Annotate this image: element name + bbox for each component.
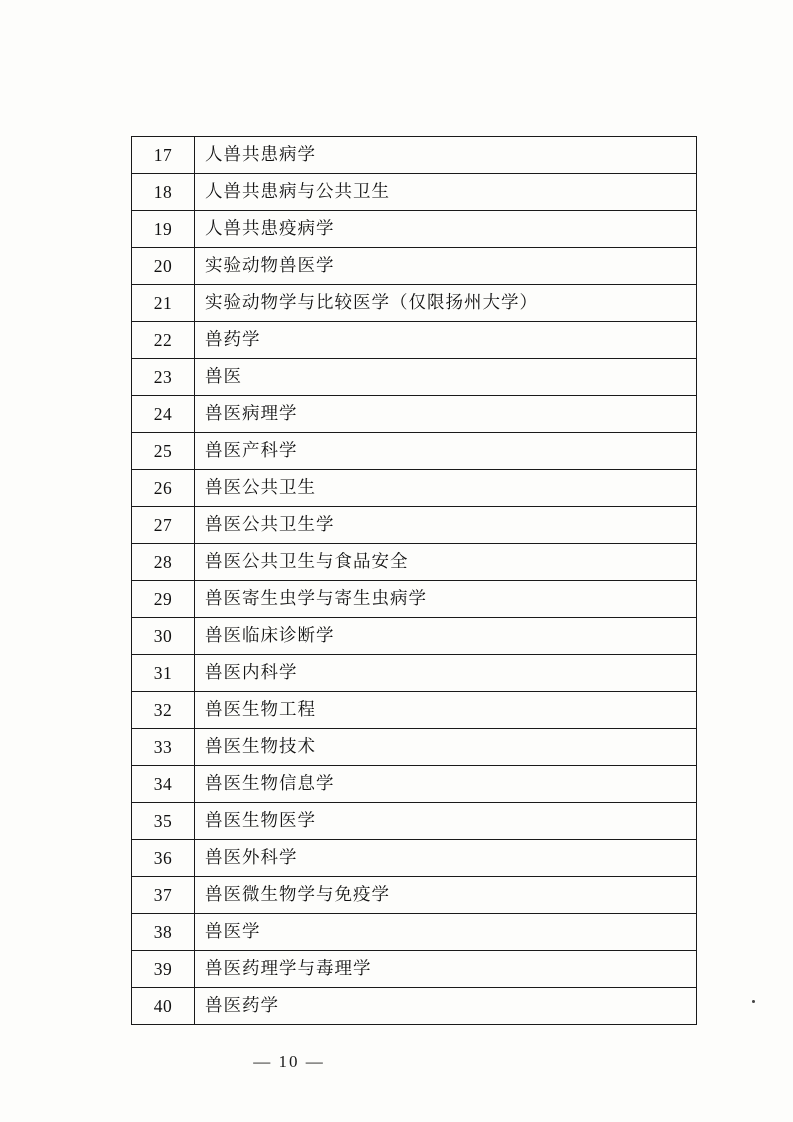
row-name: 人兽共患病学 (195, 137, 697, 174)
row-name: 兽医寄生虫学与寄生虫病学 (195, 581, 697, 618)
row-number: 37 (132, 877, 195, 914)
row-number: 39 (132, 951, 195, 988)
row-name: 兽医 (195, 359, 697, 396)
row-name: 兽医微生物学与免疫学 (195, 877, 697, 914)
row-name: 兽医学 (195, 914, 697, 951)
table-row (132, 803, 697, 840)
row-name: 兽医生物技术 (195, 729, 697, 766)
row-number: 40 (132, 988, 195, 1025)
table-row (132, 507, 697, 544)
row-number: 25 (132, 433, 195, 470)
table-row (132, 396, 697, 433)
table-row (132, 840, 697, 877)
table-row (132, 988, 697, 1025)
row-name: 兽医生物医学 (195, 803, 697, 840)
table-row (132, 766, 697, 803)
row-number: 22 (132, 322, 195, 359)
row-name: 兽医内科学 (195, 655, 697, 692)
scan-artifact-dot (752, 1000, 755, 1003)
table-row (132, 729, 697, 766)
row-number: 32 (132, 692, 195, 729)
table-row (132, 359, 697, 396)
row-number: 26 (132, 470, 195, 507)
table-row (132, 137, 697, 174)
row-name: 兽医药理学与毒理学 (195, 951, 697, 988)
row-number: 29 (132, 581, 195, 618)
table-row (132, 544, 697, 581)
row-name: 实验动物兽医学 (195, 248, 697, 285)
row-number: 35 (132, 803, 195, 840)
table-row (132, 951, 697, 988)
row-number: 19 (132, 211, 195, 248)
row-number: 23 (132, 359, 195, 396)
table-row (132, 877, 697, 914)
row-name: 兽医公共卫生与食品安全 (195, 544, 697, 581)
row-name: 实验动物学与比较医学（仅限扬州大学） (195, 285, 697, 322)
row-number: 38 (132, 914, 195, 951)
row-name: 兽医生物信息学 (195, 766, 697, 803)
row-name: 兽医生物工程 (195, 692, 697, 729)
row-number: 21 (132, 285, 195, 322)
row-name: 兽药学 (195, 322, 697, 359)
table-row (132, 618, 697, 655)
row-number: 18 (132, 174, 195, 211)
row-number: 24 (132, 396, 195, 433)
table-row (132, 914, 697, 951)
table-row (132, 322, 697, 359)
page-number (0, 1052, 793, 1072)
majors-table-body (132, 137, 697, 1025)
row-number: 36 (132, 840, 195, 877)
table-row (132, 285, 697, 322)
table-row (132, 248, 697, 285)
row-name: 人兽共患病与公共卫生 (195, 174, 697, 211)
row-number: 17 (132, 137, 195, 174)
row-name: 兽医公共卫生 (195, 470, 697, 507)
table-row (132, 470, 697, 507)
row-number: 20 (132, 248, 195, 285)
row-number: 34 (132, 766, 195, 803)
table-row (132, 174, 697, 211)
row-number: 33 (132, 729, 195, 766)
row-name: 兽医药学 (195, 988, 697, 1025)
row-name: 兽医临床诊断学 (195, 618, 697, 655)
majors-table (131, 136, 697, 1025)
row-number: 27 (132, 507, 195, 544)
row-number: 31 (132, 655, 195, 692)
table-row (132, 692, 697, 729)
table-row (132, 655, 697, 692)
table-row (132, 581, 697, 618)
row-name: 兽医病理学 (195, 396, 697, 433)
page-number-label: — 10 — (253, 1052, 325, 1071)
row-name: 兽医外科学 (195, 840, 697, 877)
table-row (132, 211, 697, 248)
row-number: 30 (132, 618, 195, 655)
row-name: 兽医产科学 (195, 433, 697, 470)
table-row (132, 433, 697, 470)
row-name: 人兽共患疫病学 (195, 211, 697, 248)
row-name: 兽医公共卫生学 (195, 507, 697, 544)
row-number: 28 (132, 544, 195, 581)
